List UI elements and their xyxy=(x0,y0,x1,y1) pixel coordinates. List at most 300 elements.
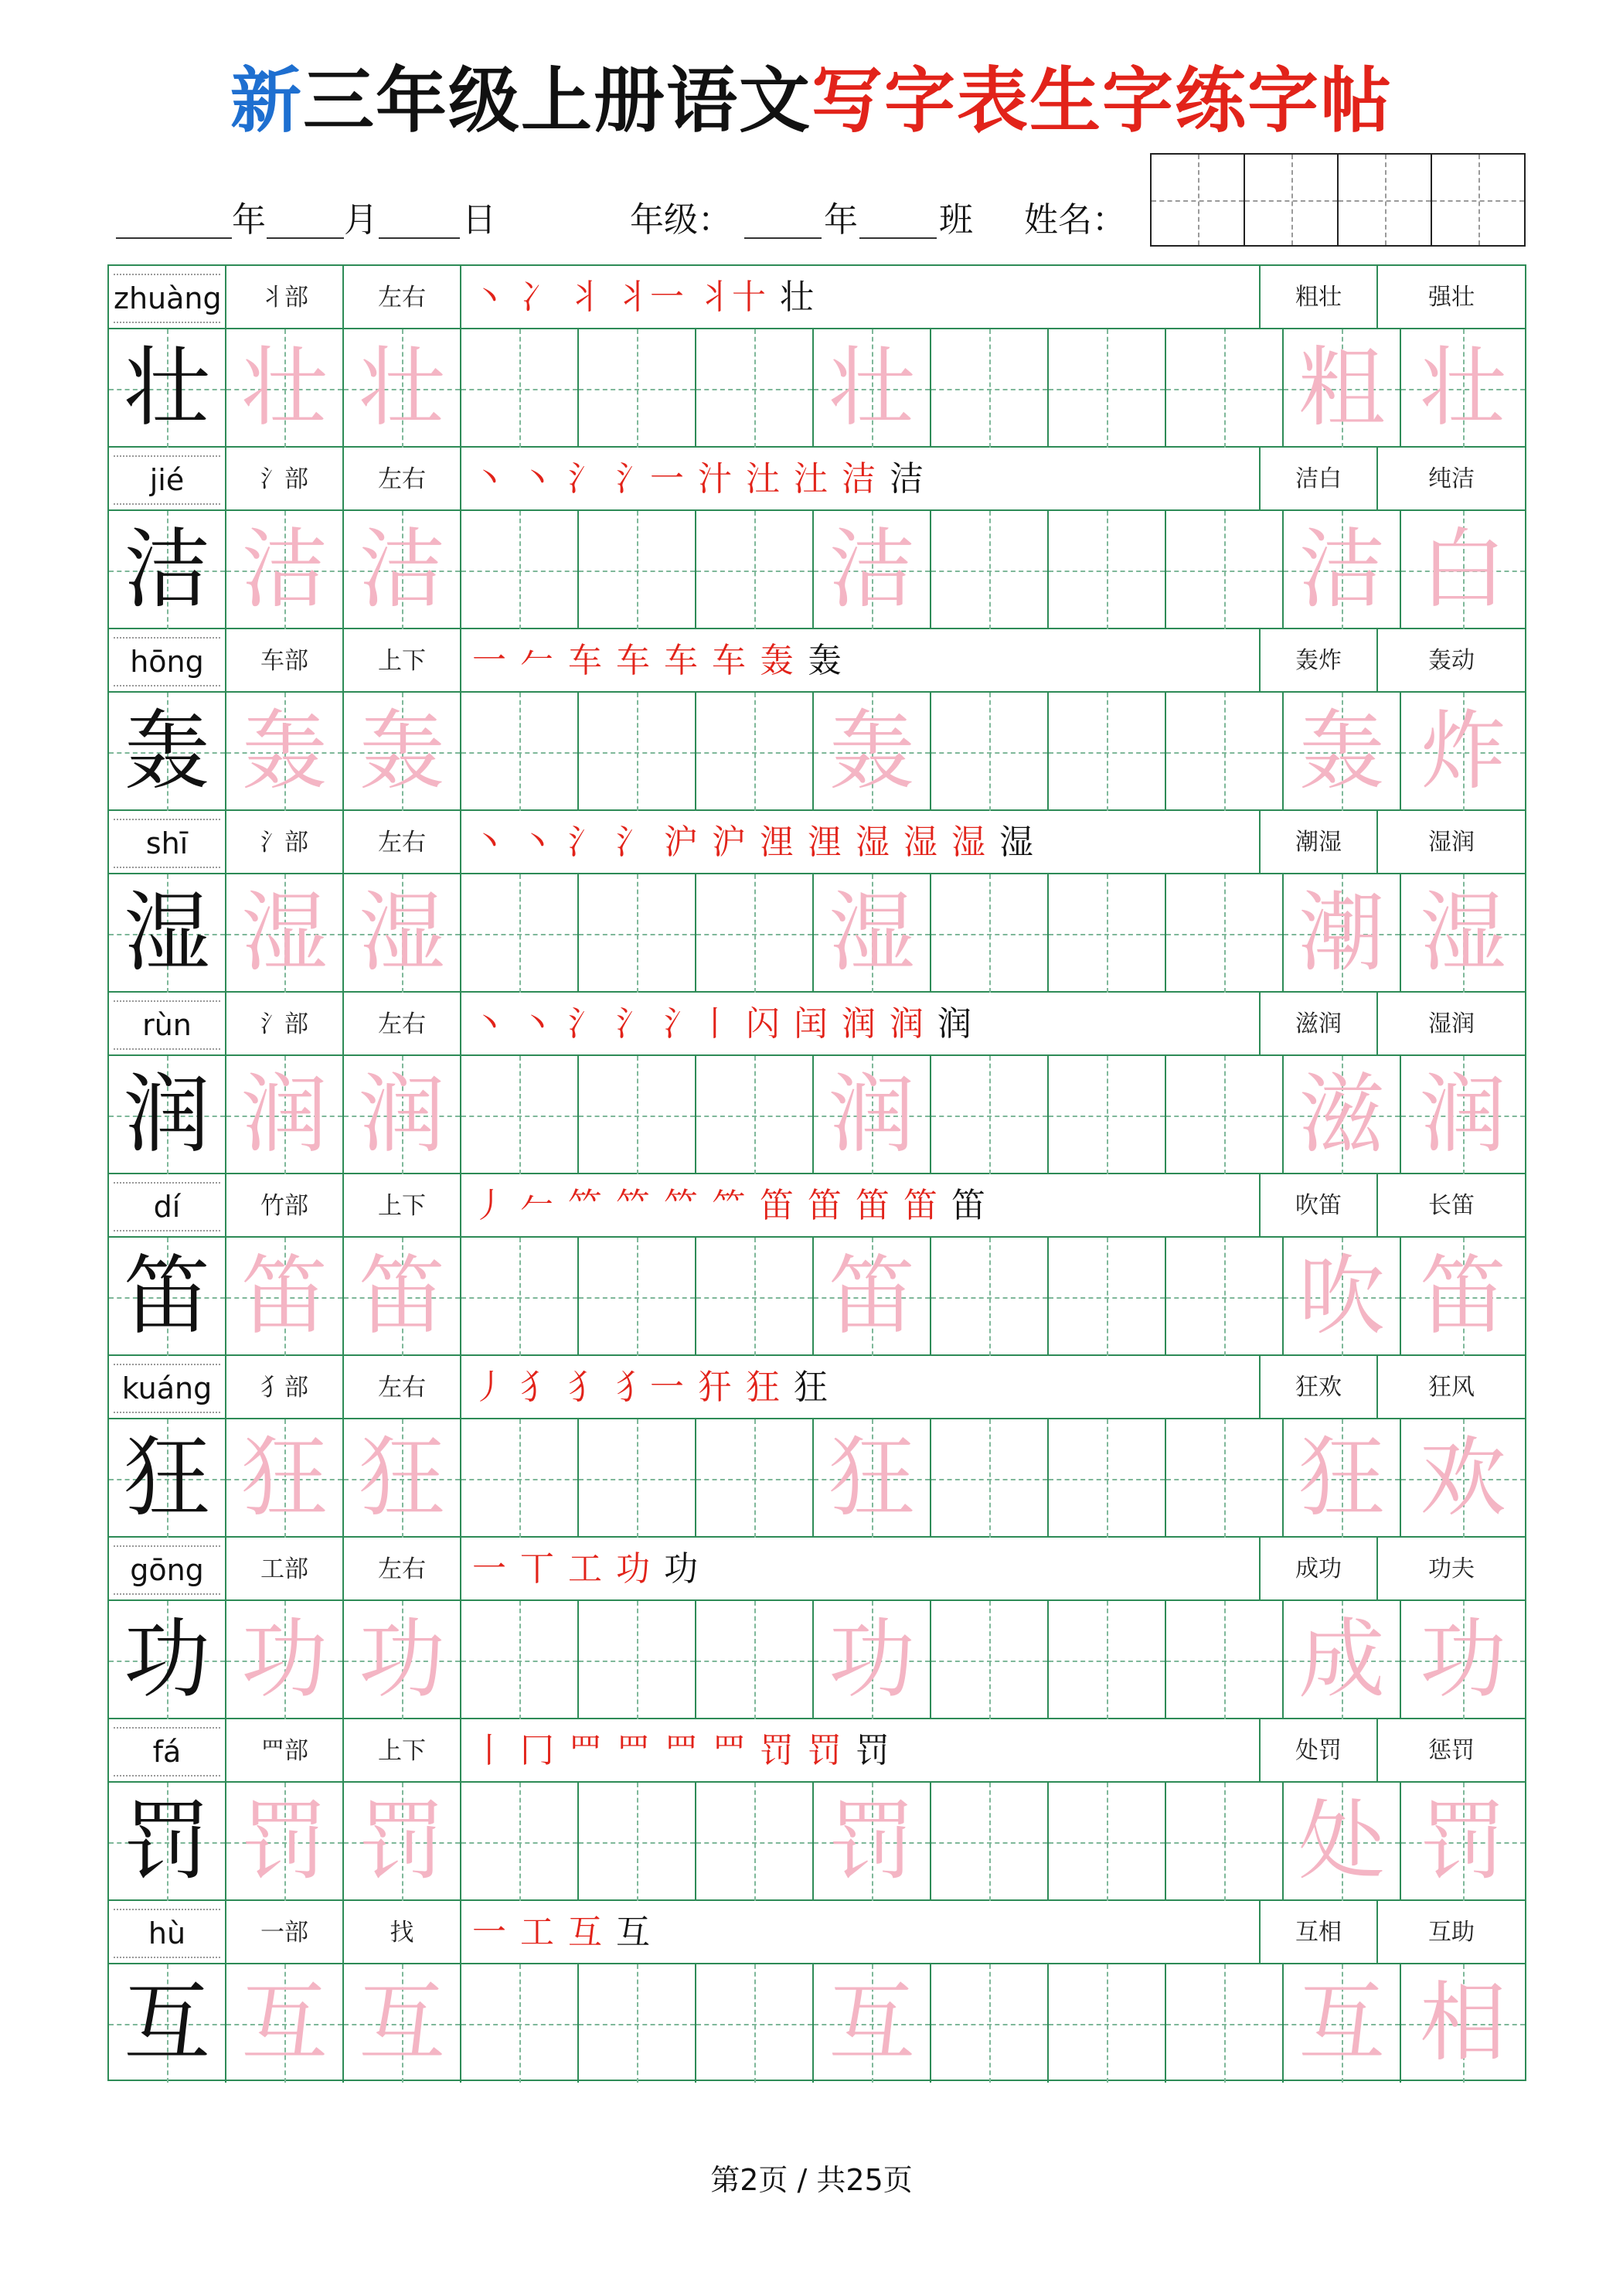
trace-char: 狂 xyxy=(829,1428,915,1528)
stroke-step: 丶 xyxy=(520,823,554,862)
trace-char-cell[interactable] xyxy=(226,1601,344,1719)
stroke-step: 丶 xyxy=(472,823,506,862)
trace-char-cell[interactable] xyxy=(226,874,344,993)
trace-word-cell[interactable] xyxy=(1284,329,1401,448)
trace-word-cell[interactable] xyxy=(1284,1601,1401,1719)
name-box[interactable] xyxy=(1245,155,1339,245)
trace-char: 湿 xyxy=(359,883,445,983)
trace-char: 笛 xyxy=(829,1246,915,1347)
writing-cell[interactable] xyxy=(579,1056,696,1174)
writing-cell[interactable] xyxy=(461,1238,579,1356)
pinyin: rùn xyxy=(114,1000,220,1050)
year-label: 年 xyxy=(232,200,266,240)
radical-cell: 氵部 xyxy=(226,448,344,509)
pinyin-cell xyxy=(109,1538,226,1599)
writing-cell[interactable] xyxy=(1166,1601,1284,1719)
stroke-step: 氵 xyxy=(568,1004,602,1044)
page-footer: 第2页 / 共25页 xyxy=(710,2163,913,2197)
trace-char-cell[interactable] xyxy=(226,693,344,811)
trace-char-cell[interactable] xyxy=(814,1419,931,1538)
trace-char: 洁 xyxy=(359,519,445,620)
trace-char: 处 xyxy=(1298,1791,1385,1892)
stroke-step: 车 xyxy=(616,641,650,680)
writing-cell[interactable] xyxy=(931,1056,1049,1174)
radical-cell: 竹部 xyxy=(226,1174,344,1236)
model-char: 湿 xyxy=(124,883,210,983)
trace-char: 罚 xyxy=(359,1791,445,1892)
model-char-cell[interactable] xyxy=(109,1238,226,1356)
trace-char-cell[interactable] xyxy=(226,1419,344,1538)
stroke-step: 润 xyxy=(937,1004,971,1044)
trace-char: 粗 xyxy=(1298,338,1385,438)
writing-cell[interactable] xyxy=(1049,1238,1166,1356)
char-row xyxy=(109,448,1525,629)
writing-cell[interactable] xyxy=(1049,1056,1166,1174)
name-box[interactable] xyxy=(1432,155,1524,245)
writing-cell[interactable] xyxy=(931,329,1049,448)
trace-char: 润 xyxy=(359,1065,445,1165)
trace-word-cell[interactable] xyxy=(1284,874,1401,993)
char-row xyxy=(109,1719,1525,1901)
char-row xyxy=(109,1901,1525,2083)
pinyin-cell xyxy=(109,811,226,873)
model-char-cell[interactable] xyxy=(109,1419,226,1538)
pinyin: jié xyxy=(114,455,220,505)
stroke-step: 丿 xyxy=(472,1186,506,1225)
trace-char: 壮 xyxy=(241,338,328,438)
trace-char-cell[interactable] xyxy=(226,1056,344,1174)
pinyin: fá xyxy=(114,1727,220,1777)
grade-blank[interactable] xyxy=(744,237,822,239)
writing-cell[interactable] xyxy=(461,1056,579,1174)
writing-cell[interactable] xyxy=(579,1964,696,2083)
trace-char-cell[interactable] xyxy=(344,1238,461,1356)
model-char-cell[interactable] xyxy=(109,874,226,993)
trace-char: 炸 xyxy=(1420,701,1506,802)
trace-word-cell[interactable] xyxy=(1401,511,1525,629)
trace-char-cell[interactable] xyxy=(226,1783,344,1901)
stroke-step: 𥫗 xyxy=(616,1186,650,1225)
stroke-step: 湿 xyxy=(903,823,937,862)
word-cell: 轰炸 xyxy=(1261,629,1378,691)
stroke-step: 车 xyxy=(568,641,602,680)
day-label: 日 xyxy=(462,200,496,240)
info-strip xyxy=(109,1356,1525,1419)
word-cell: 互助 xyxy=(1428,1919,1475,1946)
stroke-step: 壮 xyxy=(780,278,814,317)
trace-char-cell[interactable] xyxy=(814,1601,931,1719)
word-cell: 潮湿 xyxy=(1261,811,1378,873)
writing-cell[interactable] xyxy=(1166,1964,1284,2083)
trace-word-cell[interactable] xyxy=(1284,693,1401,811)
writing-cell[interactable] xyxy=(931,1238,1049,1356)
model-char-cell[interactable] xyxy=(109,1601,226,1719)
trace-char-cell[interactable] xyxy=(814,874,931,993)
stroke-order-cell xyxy=(461,1901,1261,1963)
trace-char: 轰 xyxy=(241,701,328,802)
word-cell: 湿润 xyxy=(1428,829,1475,856)
name-box[interactable] xyxy=(1339,155,1432,245)
writing-cell[interactable] xyxy=(1166,329,1284,448)
pinyin-cell xyxy=(109,993,226,1054)
writing-cell[interactable] xyxy=(579,1419,696,1538)
model-char: 互 xyxy=(124,1973,210,2073)
trace-char: 互 xyxy=(1298,1973,1385,2073)
model-char-cell[interactable] xyxy=(109,511,226,629)
stroke-step: 氵一 xyxy=(616,459,684,499)
writing-cell[interactable] xyxy=(461,511,579,629)
writing-cell[interactable] xyxy=(1049,329,1166,448)
word-cell: 洁白 xyxy=(1261,448,1378,509)
stroke-order-cell xyxy=(461,811,1261,873)
trace-char-cell[interactable] xyxy=(814,1783,931,1901)
trace-word-cell[interactable] xyxy=(1284,1783,1401,1901)
info-strip xyxy=(109,629,1525,693)
info-strip xyxy=(109,811,1525,874)
writing-cell[interactable] xyxy=(696,1419,814,1538)
writing-cell[interactable] xyxy=(461,1964,579,2083)
stroke-order-cell xyxy=(461,1356,1261,1418)
model-char-cell[interactable] xyxy=(109,693,226,811)
stroke-order-cell xyxy=(461,1174,1261,1236)
pinyin-cell xyxy=(109,266,226,328)
trace-char: 壮 xyxy=(359,338,445,438)
name-boxes xyxy=(1150,153,1526,247)
stroke-step: 丬 xyxy=(568,278,602,317)
writing-strip xyxy=(109,329,1525,448)
radical-cell: 犭部 xyxy=(226,1356,344,1418)
info-strip xyxy=(109,1174,1525,1238)
trace-word-cell[interactable] xyxy=(1401,874,1525,993)
writing-cell[interactable] xyxy=(696,329,814,448)
stroke-step: 功 xyxy=(616,1549,650,1589)
page-title xyxy=(0,46,1623,155)
stroke-step: 犭 xyxy=(568,1368,602,1407)
trace-char-cell[interactable] xyxy=(814,1964,931,2083)
stroke-step: 闪 xyxy=(746,1004,780,1044)
trace-char: 笛 xyxy=(241,1246,328,1347)
trace-word-cell[interactable] xyxy=(1284,1056,1401,1174)
trace-char: 壮 xyxy=(1420,338,1506,438)
pinyin: hù xyxy=(114,1909,220,1958)
trace-char-cell[interactable] xyxy=(814,329,931,448)
year-blank[interactable] xyxy=(116,237,232,239)
pinyin: shī xyxy=(114,819,220,868)
stroke-step: 一 xyxy=(472,1913,506,1952)
char-row xyxy=(109,811,1525,993)
trace-word-cell[interactable] xyxy=(1401,693,1525,811)
writing-cell[interactable] xyxy=(461,329,579,448)
writing-cell[interactable] xyxy=(1049,1601,1166,1719)
model-char: 润 xyxy=(124,1065,210,1165)
writing-cell[interactable] xyxy=(696,511,814,629)
writing-cell[interactable] xyxy=(461,693,579,811)
writing-cell[interactable] xyxy=(1166,874,1284,993)
trace-word-cell[interactable] xyxy=(1284,1964,1401,2083)
writing-cell[interactable] xyxy=(579,511,696,629)
model-char-cell[interactable] xyxy=(109,329,226,448)
stroke-step: 氵 xyxy=(616,823,650,862)
word-cell: 处罚 xyxy=(1261,1719,1378,1781)
trace-char-cell[interactable] xyxy=(814,511,931,629)
trace-char-cell[interactable] xyxy=(344,329,461,448)
writing-cell[interactable] xyxy=(579,1783,696,1901)
stroke-step: 汢 xyxy=(746,459,780,499)
stroke-step: 𥫗 xyxy=(568,1186,602,1225)
radical-cell: 工部 xyxy=(226,1538,344,1599)
writing-cell[interactable] xyxy=(1166,693,1284,811)
stroke-step: 润 xyxy=(890,1004,924,1044)
structure-cell: 上下 xyxy=(344,1719,461,1781)
day-blank[interactable] xyxy=(379,237,460,239)
trace-char-cell[interactable] xyxy=(814,693,931,811)
radical-cell: 车部 xyxy=(226,629,344,691)
word-cell: 轰动 xyxy=(1428,647,1475,674)
trace-char: 罚 xyxy=(241,1791,328,1892)
writing-strip xyxy=(109,1601,1525,1719)
stroke-order-cell xyxy=(461,448,1261,509)
word-cell: 吹笛 xyxy=(1261,1174,1378,1236)
trace-char-cell[interactable] xyxy=(814,1056,931,1174)
structure-cell: 左右 xyxy=(344,993,461,1054)
structure-cell: 左右 xyxy=(344,266,461,328)
word-cell: 狂风 xyxy=(1428,1374,1475,1401)
info-strip xyxy=(109,448,1525,511)
trace-char: 欢 xyxy=(1420,1428,1506,1528)
month-label: 月 xyxy=(344,200,378,240)
writing-strip xyxy=(109,1783,1525,1901)
writing-cell[interactable] xyxy=(696,693,814,811)
writing-cell[interactable] xyxy=(1049,693,1166,811)
trace-char: 笛 xyxy=(1420,1246,1506,1347)
radical-cell: 氵部 xyxy=(226,993,344,1054)
writing-cell[interactable] xyxy=(1166,1238,1284,1356)
writing-cell[interactable] xyxy=(931,1964,1049,2083)
class-blank[interactable] xyxy=(859,237,937,239)
trace-word-cell[interactable] xyxy=(1401,1964,1525,2083)
structure-cell: 左右 xyxy=(344,1538,461,1599)
writing-cell[interactable] xyxy=(579,329,696,448)
word-cell: 狂欢 xyxy=(1261,1356,1378,1418)
writing-cell[interactable] xyxy=(1049,1783,1166,1901)
pinyin-cell xyxy=(109,629,226,691)
word-cell: 湿润 xyxy=(1428,1010,1475,1037)
trace-char-cell[interactable] xyxy=(344,511,461,629)
name-label: 姓名： xyxy=(1024,200,1126,240)
stroke-step: 湿 xyxy=(999,823,1033,862)
name-box[interactable] xyxy=(1152,155,1245,245)
writing-cell[interactable] xyxy=(1049,874,1166,993)
model-char-cell[interactable] xyxy=(109,1964,226,2083)
stroke-order-cell xyxy=(461,1538,1261,1599)
model-char: 轰 xyxy=(124,701,210,802)
writing-cell[interactable] xyxy=(931,511,1049,629)
trace-char-cell[interactable] xyxy=(226,511,344,629)
stroke-step: 洁 xyxy=(890,459,924,499)
writing-cell[interactable] xyxy=(461,874,579,993)
stroke-step: 丶 xyxy=(472,278,506,317)
stroke-step: 氵丨 xyxy=(664,1004,732,1044)
stroke-step: 丬一 xyxy=(616,278,684,317)
writing-cell[interactable] xyxy=(696,1056,814,1174)
trace-word-cell[interactable] xyxy=(1401,329,1525,448)
writing-cell[interactable] xyxy=(696,1601,814,1719)
writing-cell[interactable] xyxy=(696,1238,814,1356)
writing-cell[interactable] xyxy=(696,874,814,993)
writing-cell[interactable] xyxy=(1049,1964,1166,2083)
writing-cell[interactable] xyxy=(1049,1419,1166,1538)
writing-strip xyxy=(109,874,1525,993)
trace-char-cell[interactable] xyxy=(344,1419,461,1538)
pinyin-cell xyxy=(109,1356,226,1418)
stroke-order-cell xyxy=(461,266,1261,328)
trace-char: 罚 xyxy=(829,1791,915,1892)
stroke-step: 丨 xyxy=(472,1731,506,1770)
char-row xyxy=(109,993,1525,1174)
model-char-cell[interactable] xyxy=(109,1056,226,1174)
stroke-order-cell xyxy=(461,629,1261,691)
trace-char: 功 xyxy=(829,1610,915,1710)
word-cell: 成功 xyxy=(1261,1538,1378,1599)
trace-word-cell[interactable] xyxy=(1284,511,1401,629)
stroke-step: 一 xyxy=(472,1549,506,1589)
stroke-step: 罚 xyxy=(856,1731,890,1770)
trace-word-cell[interactable] xyxy=(1401,1601,1525,1719)
trace-word-cell[interactable] xyxy=(1284,1419,1401,1538)
title-red-part: 写字表生字练字帖 xyxy=(812,59,1393,142)
stroke-step: 闰 xyxy=(794,1004,828,1044)
writing-strip xyxy=(109,693,1525,811)
char-row xyxy=(109,1356,1525,1538)
writing-cell[interactable] xyxy=(1166,1783,1284,1901)
stroke-step: 罒 xyxy=(568,1731,602,1770)
info-strip xyxy=(109,266,1525,329)
writing-cell[interactable] xyxy=(1049,511,1166,629)
writing-cell[interactable] xyxy=(579,874,696,993)
stroke-step: 氵 xyxy=(568,459,602,499)
trace-char: 轰 xyxy=(829,701,915,802)
trace-char: 笛 xyxy=(359,1246,445,1347)
trace-char-cell[interactable] xyxy=(226,329,344,448)
stroke-order-cell xyxy=(461,993,1261,1054)
trace-word-cell[interactable] xyxy=(1401,1783,1525,1901)
writing-cell[interactable] xyxy=(931,1419,1049,1538)
writing-cell[interactable] xyxy=(1166,1419,1284,1538)
trace-word-cell[interactable] xyxy=(1401,1056,1525,1174)
trace-char-cell[interactable] xyxy=(344,1056,461,1174)
writing-cell[interactable] xyxy=(931,1601,1049,1719)
trace-word-cell[interactable] xyxy=(1284,1238,1401,1356)
trace-char: 壮 xyxy=(829,338,915,438)
trace-char: 白 xyxy=(1420,519,1506,620)
stroke-step: 犴 xyxy=(698,1368,732,1407)
model-char: 壮 xyxy=(124,338,210,438)
writing-cell[interactable] xyxy=(461,1783,579,1901)
structure-cell: 找 xyxy=(344,1901,461,1963)
pinyin-cell xyxy=(109,448,226,509)
trace-word-cell[interactable] xyxy=(1401,1419,1525,1538)
writing-cell[interactable] xyxy=(579,1238,696,1356)
month-blank[interactable] xyxy=(267,237,344,239)
trace-char-cell[interactable] xyxy=(344,1964,461,2083)
trace-char: 湿 xyxy=(1420,883,1506,983)
trace-char-cell[interactable] xyxy=(226,1238,344,1356)
stroke-step: 冂 xyxy=(520,1731,554,1770)
stroke-step: 轰 xyxy=(808,641,842,680)
writing-cell[interactable] xyxy=(931,693,1049,811)
trace-char: 湿 xyxy=(829,883,915,983)
writing-cell[interactable] xyxy=(1166,1056,1284,1174)
word-cell: 强壮 xyxy=(1428,284,1475,311)
writing-strip xyxy=(109,1419,1525,1538)
pinyin-cell xyxy=(109,1174,226,1236)
writing-cell[interactable] xyxy=(579,693,696,811)
trace-char-cell[interactable] xyxy=(344,1601,461,1719)
stroke-step: 浬 xyxy=(760,823,794,862)
writing-cell[interactable] xyxy=(696,1964,814,2083)
model-char: 狂 xyxy=(124,1428,210,1528)
word-cell: 滋润 xyxy=(1261,993,1378,1054)
stroke-step: 汁 xyxy=(698,459,732,499)
stroke-step: 汢 xyxy=(794,459,828,499)
pinyin: gōng xyxy=(114,1545,220,1595)
model-char: 笛 xyxy=(124,1246,210,1347)
writing-cell[interactable] xyxy=(696,1783,814,1901)
trace-char-cell[interactable] xyxy=(814,1238,931,1356)
stroke-step: 湿 xyxy=(856,823,890,862)
stroke-step: 湿 xyxy=(951,823,985,862)
trace-char: 洁 xyxy=(829,519,915,620)
writing-cell[interactable] xyxy=(931,874,1049,993)
stroke-step: 浬 xyxy=(808,823,842,862)
stroke-step: ⺮ xyxy=(712,1186,746,1225)
trace-char-cell[interactable] xyxy=(344,874,461,993)
writing-cell[interactable] xyxy=(461,1601,579,1719)
trace-char: 罚 xyxy=(1420,1791,1506,1892)
writing-cell[interactable] xyxy=(1166,511,1284,629)
writing-cell[interactable] xyxy=(461,1419,579,1538)
model-char-cell[interactable] xyxy=(109,1783,226,1901)
stroke-step: 𠂉 xyxy=(520,641,554,680)
stroke-step: 丶 xyxy=(520,1004,554,1044)
trace-char: 互 xyxy=(241,1973,328,2073)
writing-cell[interactable] xyxy=(579,1601,696,1719)
class-label: 班 xyxy=(939,200,973,240)
trace-char-cell[interactable] xyxy=(344,693,461,811)
trace-char: 轰 xyxy=(359,701,445,802)
stroke-step: 罚 xyxy=(760,1731,794,1770)
stroke-step: 狂 xyxy=(746,1368,780,1407)
stroke-step: 一 xyxy=(472,641,506,680)
trace-char-cell[interactable] xyxy=(344,1783,461,1901)
word-cell: 长笛 xyxy=(1428,1192,1475,1219)
trace-char: 狂 xyxy=(241,1428,328,1528)
trace-char: 润 xyxy=(241,1065,328,1165)
title-black-part: 三年级上册语文 xyxy=(302,59,812,142)
trace-char: 潮 xyxy=(1298,883,1385,983)
writing-cell[interactable] xyxy=(931,1783,1049,1901)
stroke-step: 氵 xyxy=(568,823,602,862)
structure-cell: 上下 xyxy=(344,629,461,691)
trace-char: 狂 xyxy=(359,1428,445,1528)
trace-char: 洁 xyxy=(241,519,328,620)
stroke-step: 笛 xyxy=(856,1186,890,1225)
word-cell: 互相 xyxy=(1261,1901,1378,1963)
trace-char-cell[interactable] xyxy=(226,1964,344,2083)
word-cell: 粗壮 xyxy=(1261,266,1378,328)
stroke-step: 沪 xyxy=(664,823,698,862)
trace-word-cell[interactable] xyxy=(1401,1238,1525,1356)
